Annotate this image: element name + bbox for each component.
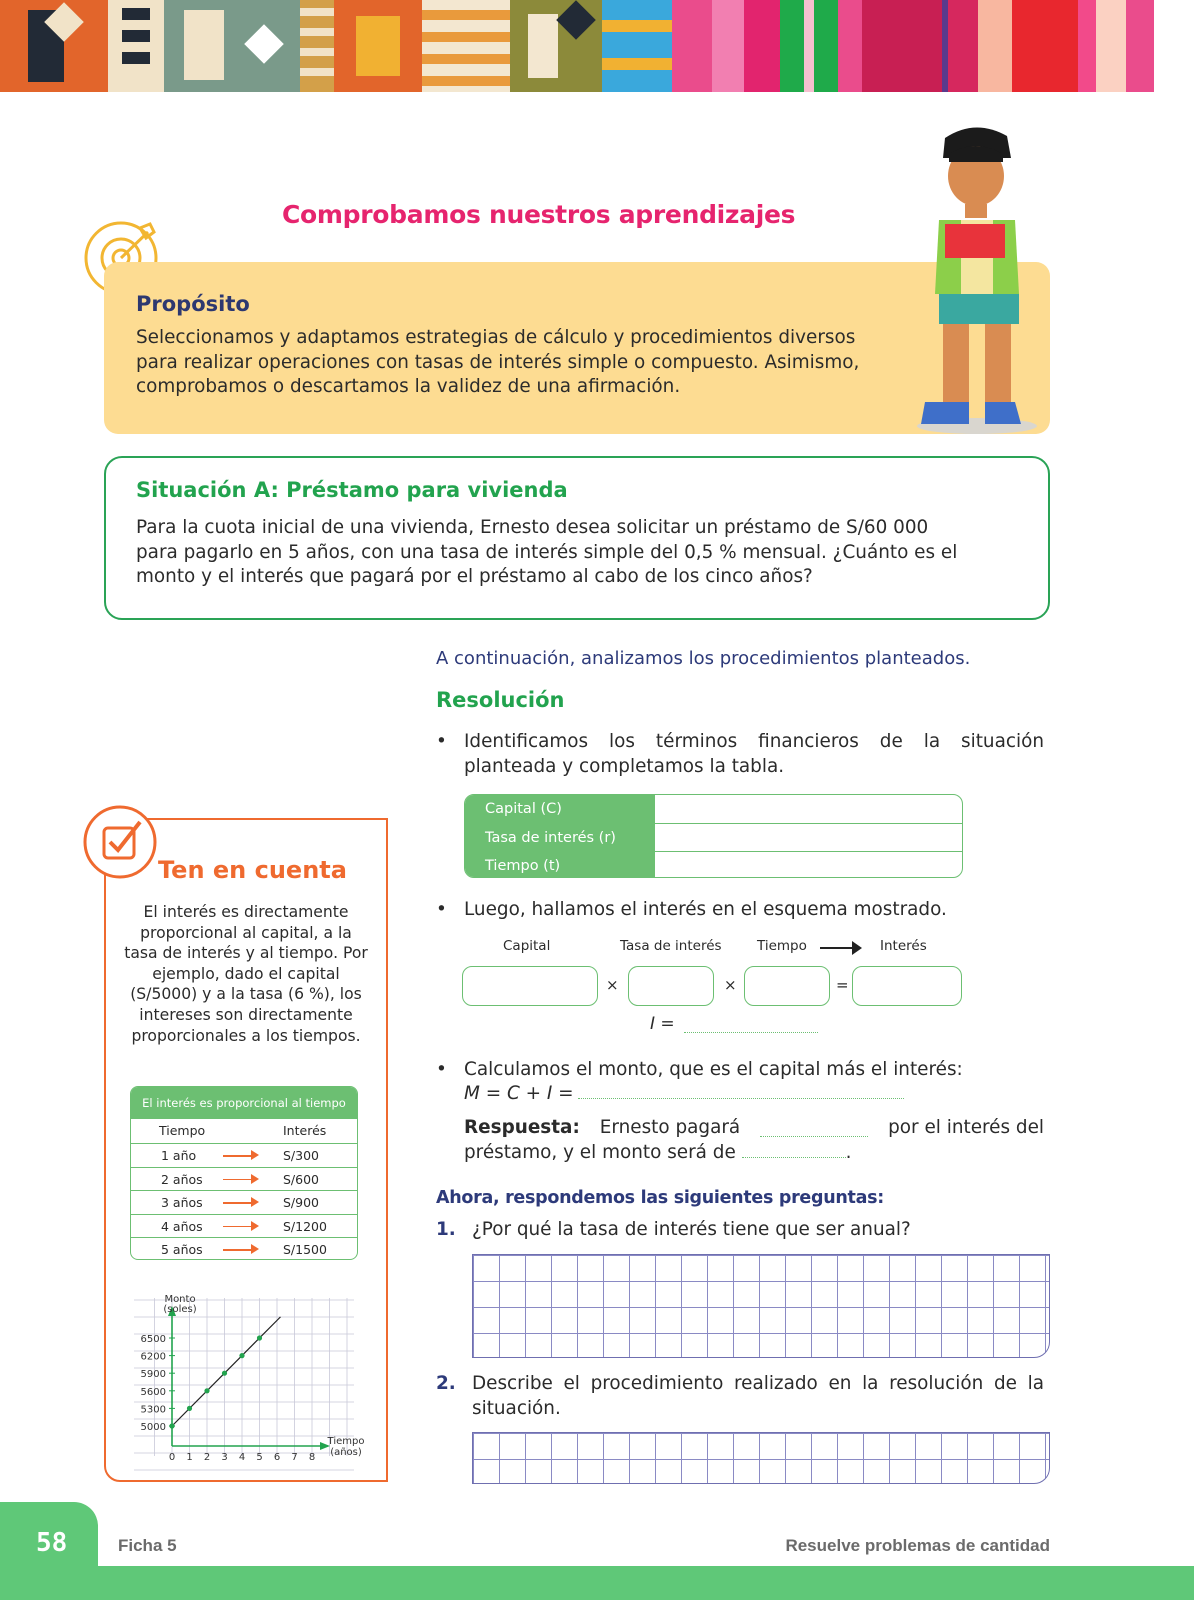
- arrow-line: [223, 1226, 253, 1228]
- arrow-line: [223, 1155, 253, 1157]
- term-label: Tasa de interés (r): [465, 824, 655, 851]
- page-title: Comprobamos nuestros aprendizajes: [282, 200, 796, 229]
- y-axis-label: (soles): [163, 1304, 197, 1315]
- table-row: 2 años S/600: [131, 1167, 357, 1191]
- y-tick-label: 5300: [140, 1404, 166, 1416]
- arrow-line: [820, 947, 856, 949]
- purpose-heading: Propósito: [136, 292, 250, 316]
- questions-heading: Ahora, respondemos las siguientes preguntas:: [436, 1188, 884, 1208]
- question-number: 2.: [436, 1373, 456, 1394]
- amount-answer-line[interactable]: [578, 1098, 904, 1099]
- x-tick-label: 0: [168, 1452, 176, 1463]
- answer-grid-2[interactable]: [472, 1432, 1050, 1484]
- x-axis-label: Tiempo: [327, 1436, 364, 1447]
- interest-equation: I =: [650, 1014, 675, 1034]
- term-row[interactable]: [465, 851, 962, 878]
- question-text: Describe el procedimiento realizado en la resolución de la situación.: [472, 1373, 1044, 1419]
- x-tick-label: 7: [291, 1452, 298, 1463]
- y-tick-label: 5000: [140, 1422, 166, 1433]
- table-row: 3 años S/900: [131, 1190, 357, 1214]
- student-illustration: [915, 124, 1045, 442]
- answer-text-2: por el interés del: [888, 1117, 1044, 1138]
- interest-blank[interactable]: [760, 1136, 868, 1137]
- arrow-right-icon: [251, 1174, 259, 1184]
- y-tick-label: 5900: [140, 1369, 166, 1381]
- schema-time-label: Tiempo: [757, 938, 807, 954]
- col-header-time: Tiempo: [159, 1123, 206, 1138]
- x-tick-label: 4: [238, 1452, 246, 1463]
- question-number: 1.: [436, 1219, 456, 1240]
- x-tick-label: 2: [203, 1452, 211, 1463]
- footer-bar: [0, 1566, 1194, 1600]
- answer-text-1: Ernesto pagará: [599, 1117, 741, 1138]
- y-tick-label: 5600: [140, 1386, 166, 1398]
- interest-answer-line[interactable]: [684, 1032, 818, 1033]
- bullet-dot: •: [436, 1059, 447, 1080]
- term-row[interactable]: [465, 823, 962, 851]
- x-tick-label: 8: [308, 1452, 316, 1463]
- data-point: [222, 1371, 227, 1376]
- situation-text: Para la cuota inicial de una vivienda, Ernesto desea solicitar un préstamo de S/60 000 para pagarlo en 5 años, con una tasa de interés simple del 0,5 % mensual. ¿Cuánto es el monto y el interés que pagará por el préstamo al cabo de los cinco años?: [136, 517, 958, 587]
- answer-text-3: préstamo, y el monto será de: [464, 1141, 736, 1163]
- arrow-right-icon: [251, 1197, 259, 1207]
- decorative-banner: [0, 0, 1194, 92]
- schema-rate-label: Tasa de interés: [620, 938, 722, 954]
- schema-capital-label: Capital: [503, 938, 551, 954]
- table-row: 5 años S/1500: [131, 1237, 357, 1260]
- x-axis-label: (años): [330, 1447, 362, 1458]
- resolution-intro: A continuación, analizamos los procedimientos planteados.: [436, 648, 971, 669]
- checklist-icon: [82, 802, 160, 880]
- tip-box: [104, 818, 388, 1482]
- arrow-right-icon: [251, 1221, 259, 1231]
- arrow-line: [223, 1179, 253, 1181]
- interest-input[interactable]: [852, 966, 962, 1006]
- arrow-line: [223, 1202, 253, 1204]
- x-tick-label: 6: [273, 1452, 281, 1463]
- y-tick-label: 6500: [140, 1334, 166, 1345]
- answer-paragraph: Respuesta: Ernesto pagará por el interés del préstamo, y el monto será de .: [464, 1117, 1044, 1163]
- amount-time-chart: [124, 1288, 364, 1472]
- x-tick-label: 3: [221, 1452, 228, 1463]
- data-point: [204, 1388, 209, 1393]
- bullet-dot: •: [436, 899, 447, 920]
- col-header-interest: Interés: [283, 1123, 327, 1138]
- step-1: [436, 730, 1044, 782]
- arrow-right-icon: [852, 941, 862, 955]
- data-point: [169, 1423, 174, 1428]
- amount-blank[interactable]: [742, 1157, 846, 1158]
- financial-terms-table: [464, 794, 963, 878]
- data-point: [239, 1353, 244, 1358]
- answer-label: Respuesta:: [464, 1117, 580, 1138]
- step-1-text: Identificamos los términos financieros de la situación planteada y completamos la tabla.: [464, 731, 1044, 777]
- times-sign: ×: [606, 976, 619, 994]
- arrow-right-icon: [251, 1150, 259, 1160]
- capital-input[interactable]: [462, 966, 598, 1006]
- tip-heading: Ten en cuenta: [158, 856, 347, 884]
- situation-heading: Situación A: Préstamo para vivienda: [136, 478, 568, 502]
- proportion-table: [130, 1086, 358, 1260]
- x-tick-label: 1: [186, 1452, 193, 1463]
- purpose-box: [104, 262, 1050, 434]
- table-row: 1 año S/300: [131, 1143, 357, 1167]
- times-sign: ×: [724, 976, 737, 994]
- step-2-text: Luego, hallamos el interés en el esquema mostrado.: [464, 899, 947, 920]
- table-title: El interés es proporcional al tiempo: [131, 1087, 357, 1119]
- table-row: 4 años S/1200: [131, 1214, 357, 1238]
- x-tick-label: 5: [256, 1452, 263, 1463]
- footer-competence: Resuelve problemas de cantidad: [785, 1536, 1050, 1555]
- time-input[interactable]: [744, 966, 830, 1006]
- bullet-dot: •: [436, 731, 447, 752]
- y-axis-label: Monto: [164, 1294, 196, 1305]
- equals-sign: =: [836, 976, 849, 994]
- amount-formula: M = C + I =: [464, 1083, 574, 1104]
- y-tick-label: 6200: [140, 1351, 166, 1363]
- arrow-right-icon: [251, 1244, 259, 1254]
- tip-text: El interés es directamente proporcional al capital, a la tasa de interés y al tiempo. Por ejemplo, dado el capital (S/5000) y a la tasa (6 %), los intereses son directamente proporcionales a los tiempos.: [124, 903, 368, 1045]
- footer-sheet-label: Ficha 5: [118, 1536, 177, 1555]
- data-point: [257, 1335, 262, 1340]
- term-row[interactable]: [465, 795, 962, 823]
- situation-box: [104, 456, 1050, 620]
- step-3-text: Calculamos el monto, que es el capital más el interés:: [464, 1059, 963, 1080]
- purpose-text: Seleccionamos y adaptamos estrategias de cálculo y procedimientos diversos para realizar operaciones con tasas de interés simple o compuesto. Asimismo, comprobamos o descartamos la validez de una afirmación.: [136, 327, 860, 397]
- answer-grid-1[interactable]: [472, 1254, 1050, 1358]
- data-point: [187, 1406, 192, 1411]
- term-label: Capital (C): [465, 795, 655, 823]
- resolution-heading: Resolución: [436, 688, 565, 712]
- page-number: 58: [36, 1528, 68, 1558]
- question-text: ¿Por qué la tasa de interés tiene que ser anual?: [472, 1219, 911, 1240]
- rate-input[interactable]: [628, 966, 714, 1006]
- arrow-line: [223, 1249, 253, 1251]
- term-label: Tiempo (t): [465, 852, 655, 878]
- schema-interest-label: Interés: [880, 938, 927, 954]
